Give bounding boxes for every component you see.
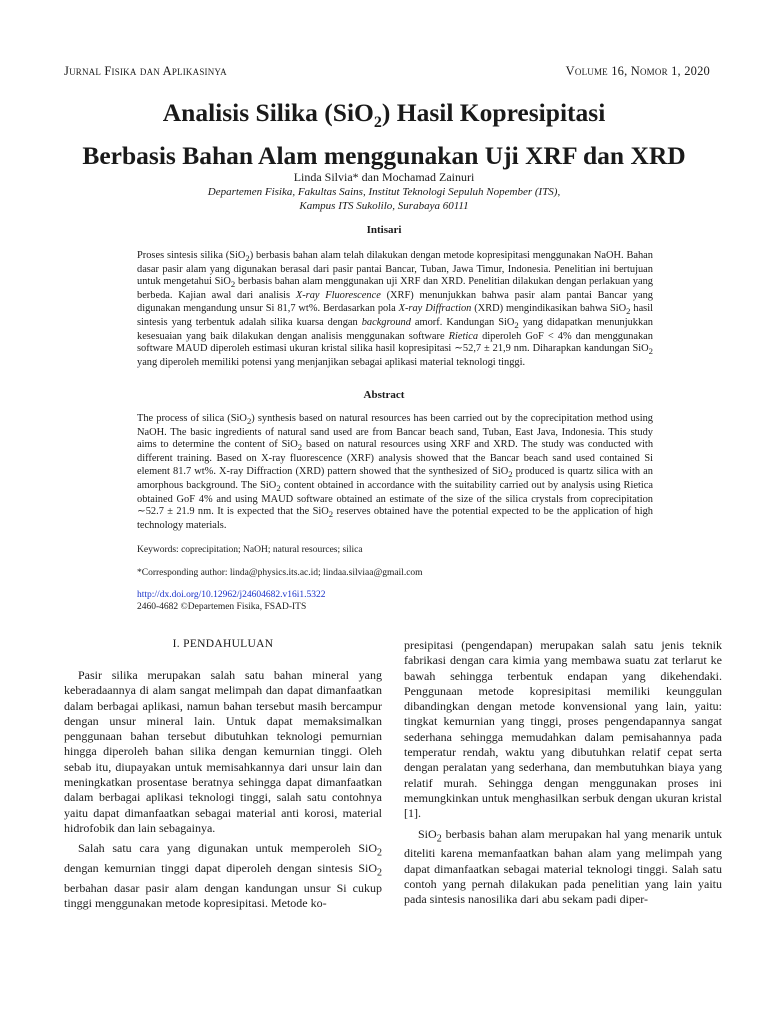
journal-name: Jurnal Fisika dan Aplikasinya: [64, 64, 227, 78]
paragraph-1: Pasir silika merupakan salah satu bahan mineral yang keberadaannya di alam sangat melimpah dan dapat dimanfaatkan dalam berbagai aplikasi, namun bahan tersebut masih bercampur dengan unsur mineral lain. Untuk dapat memaksimalkan penggunaan bahan tersebut dibutuhkan teknologi pemurnian hingga diperoleh bahan silika dengan kemurnian tinggi. Oleh sebab itu, diupayakan untuk memisahkannya dari unsur lain dan meningkatkan prosentase beratnya sehingga dapat dimanfaatkan dalam berbagai aplikasi teknologi tinggi, salah satu contohnya yaitu dapat dimanfaatkan sebagai material anti korosi, material hidrofobik dan lain sebagainya.: [64, 668, 382, 835]
paragraph-4: SiO$_2$ berbasis bahan alam merupakan hal yang menarik untuk diteliti karena memanfaatkan bahan alam yang melimpah yang dapat dimanfaatkan sebagai material teknologi tinggi. Salah satu contoh yang pernah dilakukan pada penelitian yang lain yaitu pada sintesis nanosilika dari abu sekam padi diper-: [404, 826, 722, 907]
doi-link[interactable]: http://dx.doi.org/10.12962/j24604682.v16i1.5322: [137, 590, 326, 600]
intisari-text: Proses sintesis silika (SiO$_2$) berbasis bahan alam telah dilakukan dengan metode kopresipitasi menggunakan NaOH. Bahan dasar pasir alam yang digunakan berasal dari pasir pantai Bancar, Tuban, Jawa Timur, Indonesia. Penelitian ini bertujuan untuk mengetahui SiO$_2$ berbasis bahan alam menggunakan uji XRF dan XRD. Penelitian dilakukan dengan perlakuan yang berbeda. Kajian awal dari analisis X-ray Fluorescence (XRF) menunjukkan bahwa pasir alam pantai Bancar yang digunakan mengandung unsur Si 81,7 wt%. Berdasarkan pola X-ray Diffraction (XRD) mengindikasikan bahwa SiO$_2$ hasil sintesis yang terbentuk adalah silika kuarsa dengan background amorf. Kandungan SiO$_2$ yang didapatkan menunjukkan kesesuaian yang baik dilakukan dengan analisis menggunakan software Rietica diperoleh GoF < 4% dan menggunakan software MAUD diperoleh estimasi ukuran kristal silika hasil kopresipitasi ∼52,7 ± 21,9 nm. Diharapkan kandungan SiO$_2$ yang diperoleh memiliki potensi yang menjanjikan sebagai aplikasi material teknologi tinggi.: [137, 250, 654, 369]
right-column: [404, 638, 722, 907]
section-heading-pendahuluan: I. PENDAHULUAN: [172, 638, 274, 650]
issn-copyright: 2460-4682 ©Departemen Fisika, FSAD-ITS: [137, 602, 307, 612]
left-column: [64, 668, 382, 911]
paper-title: [0, 96, 768, 172]
title-line-1: Analisis Silika (SiO$_2$) Hasil Kopresipitasi: [162, 98, 606, 132]
affiliation: Departemen Fisika, Fakultas Sains, Institut Teknologi Sepuluh Nopember (ITS), Kampus ITS Sukolilo, Surabaya 60111: [207, 186, 561, 212]
paragraph-3: presipitasi (pengendapan) merupakan salah satu jenis teknik fabrikasi dengan cara kimia yang membawa suatu zat terlarut ke bawah sehingga terbentuk endapan yang dikehendaki. Penggunaan metode kopresipitasi memiliki keunggulan dibandingkan dengan metode konvensional yang lain, yaitu: tingkat kemurnian yang tinggi, proses pengendapannya sangat sederhana sehingga memudahkan dalam pemisahannya pada temperatur rendah, waktu yang dibutuhkan relatif cepat serta dengan peralatan yang sederhana, dan membutuhkan biaya yang relatif murah. Sehingga dengan menggunakan proses ini memungkinkan untuk menghasilkan serbuk dengan ukuran kristal [1].: [404, 638, 722, 821]
running-header: [64, 64, 710, 79]
intisari-heading: Intisari: [366, 224, 402, 236]
volume-info: Volume 16, Nomor 1, 2020: [565, 64, 710, 78]
corresponding-author: *Corresponding author: linda@physics.its.ac.id; lindaa.silviaa@gmail.com: [137, 568, 423, 578]
abstract-text: The process of silica (SiO$_2$) synthesis based on natural resources has been carried out by the coprecipitation method using NaOH. The basic ingredients of natural sand used are from Bancar beach sand, Tuban, East Java, Indonesia. This study aims to determine the content of SiO$_2$ based on natural resources using XRF and XRD. The study was conducted with different training. Based on X-ray fluorescence (XRF) analysis showed that the Bancar beach sand used contained Si element 81.7 wt%. X-ray Diffraction (XRD) pattern showed that the synthesized of SiO$_2$ produced is quartz silica with an amorphous background. The SiO$_2$ content obtained in accordance with the suitability carried out by analysis using Rietica obtained GoF 4% and using MAUD software obtained an estimate of the size of the silica crystals from coprecipitation ∼52.7 ± 21.9 nm. It is expected that the SiO$_2$ reserves obtained have the potential expected to be the application of high technology materials.: [137, 413, 654, 532]
paragraph-2: Salah satu cara yang digunakan untuk memperoleh SiO$_2$ dengan kemurnian tinggi dapat diperoleh dengan sintesis SiO$_2$ berbahan dasar pasir alam dengan kandungan unsur Si cukup tinggi menggunakan metode kopresipitasi. Metode ko-: [64, 841, 382, 910]
abstract-heading: Abstract: [363, 389, 405, 401]
title-line-2: Berbasis Bahan Alam menggunakan Uji XRF dan XRD: [82, 141, 686, 171]
author-list: Linda Silvia* dan Mochamad Zainuri: [293, 170, 475, 184]
keywords: Keywords: coprecipitation; NaOH; natural resources; silica: [137, 545, 363, 555]
